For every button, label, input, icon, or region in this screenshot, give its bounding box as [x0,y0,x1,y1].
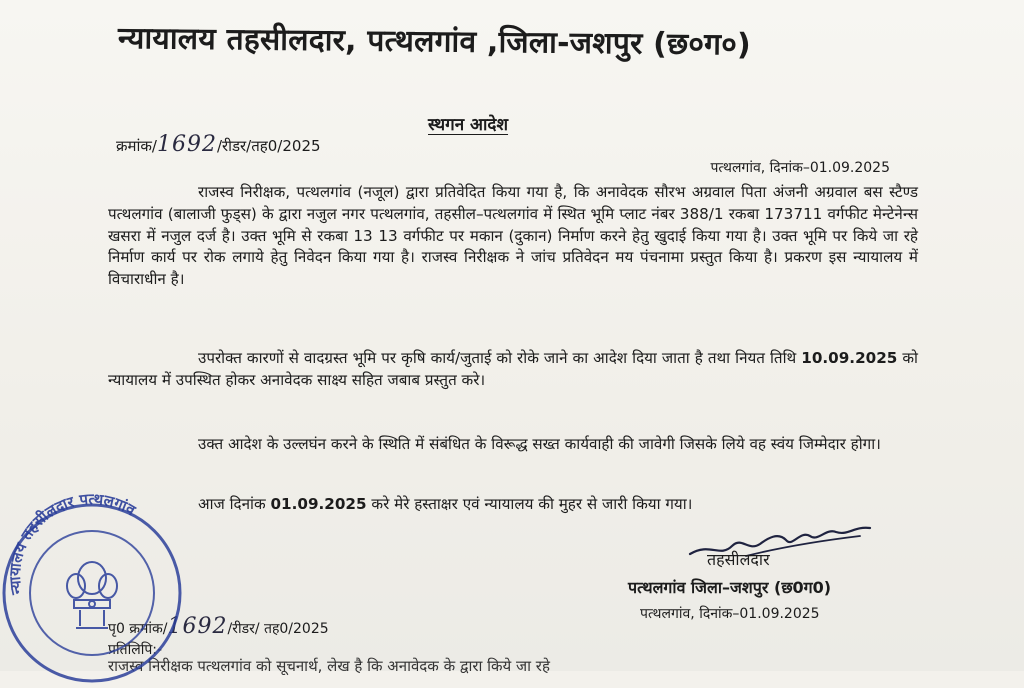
copy-to-label: प्रतिलिपि:- [108,642,163,658]
endorsement-rest: /रीडर/ तह0/2025 [227,621,329,637]
para4-text-before: आज दिनांक [198,495,271,513]
signatory-title: तहसीलदार [707,550,770,569]
body-paragraph-2 [108,348,918,392]
para4-text-after: करे मेरे हस्ताक्षर एवं न्यायालय की मुहर से जारी किया गया। [366,495,693,513]
hearing-date: 10.09.2025 [801,349,898,367]
court-title: न्यायालय तहसीलदार, पत्थलगांव ,जिला-जशपुर (छ०ग०) [117,21,752,63]
place-date: पत्थलगांव, दिनांक–01.09.2025 [710,160,890,176]
signatory-place: पत्थलगांव जिला–जशपुर (छ0ग0) [628,578,832,597]
cut-off-line: राजस्व निरीक्षक पत्थलगांव को सूचनार्थ, लेख है कि अनावेदक के द्वारा किये जा रहे [108,657,550,675]
signatory-date: पत्थलगांव, दिनांक–01.09.2025 [640,606,820,622]
svg-text:न्यायालय तहसीलदार पत्थलगांव [6,490,139,597]
reference-rest: /रीडर/तह0/2025 [216,137,321,155]
emblem-icon [67,562,117,628]
endorsement-label: पृ0 क्रमांक/ [108,621,168,637]
para2-text-before: उपरोक्त कारणों से वादग्रस्त भूमि पर कृषि कार्य/जुताई को रोके जाने का आदेश दिया जाता है तथा नियत तिथि [198,349,802,367]
reference-line [116,132,321,157]
order-subject: स्थगन आदेश [428,115,509,135]
body-paragraph-3: उक्त आदेश के उल्लघंन करने के स्थिति में संबंधित के विरूद्ध सख्त कार्यवाही की जावेगी जिसके लिये वह स्वंय जिम्मेदार होगा। [198,435,881,453]
issue-date: 01.09.2025 [270,495,367,513]
handwritten-signature [650,522,950,562]
seal-text: न्यायालय तहसीलदार पत्थलगांव [5,490,139,596]
endorsement-handwritten-number: 1692 [167,614,228,639]
reference-label: क्रमांक/ [116,137,157,155]
body-paragraph-4 [108,494,918,516]
para2-text-after: को न्यायालय में उपस्थित होकर अनावेदक साक्ष्य सहित जबाब प्रस्तुत करे। [108,349,918,389]
body-paragraph-1: राजस्व निरीक्षक, पत्थलगांव (नजूल) द्वारा प्रतिवेदित किया गया है, कि अनावेदक सौरभ अग्रवाल पिता अंजनी अग्रवाल बस स्टैण्ड पत्थलगांव (बालाजी फुड्स) के द्वारा नजुल नगर पत्थलगांव, तहसील–पत्थलगांव में स्थित भूमि प्लाट नंबर 388/1 रकबा 173711 वर्गफीट मेन्टेनेन्स खसरा में नजुल दर्ज है। उक्त भूमि से रकबा 13 13 वर्गफीट पर मकान (दुकान) निर्माण करने हेतु खुदाई किया गया है। उक्त भूमि पर किये जा रहे निर्माण कार्य पर रोक लगाये हेतु निवेदन किया गया है। राजस्व निरीक्षक ने जांच प्रतिवेदन मय पंचनामा प्रस्तुत किया है। प्रकरण इस न्यायालय में विचाराधीन है। [108,183,918,289]
court-seal-stamp [0,488,192,688]
handwritten-reference-number: 1692 [156,132,217,157]
